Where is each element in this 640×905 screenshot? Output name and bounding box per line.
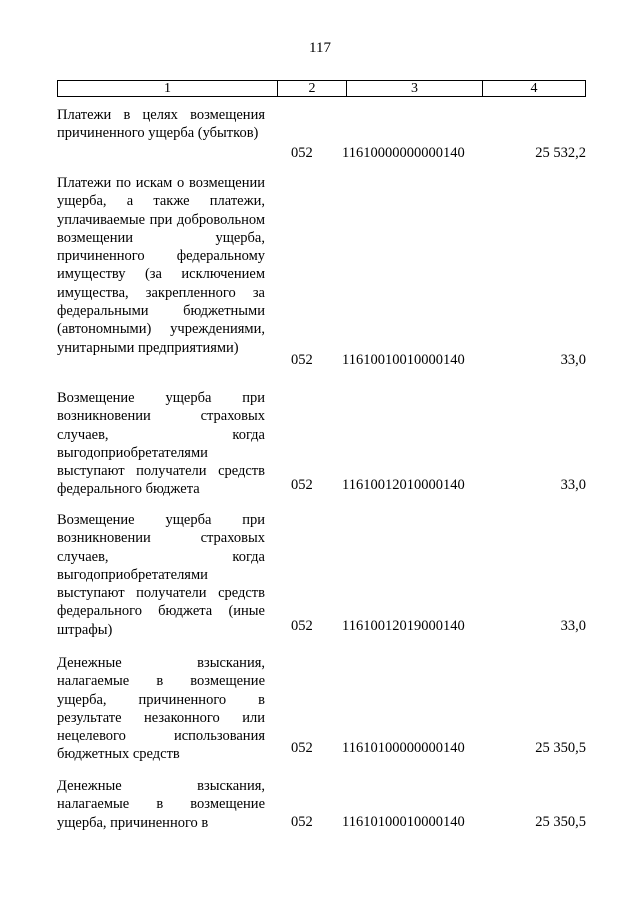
column-header-3: 3 <box>347 81 483 96</box>
row-description: Возмещение ущерба при возникновении страховых случаев, когда выгодоприобретателями выступают получатели средств федерального бюджета <box>57 390 265 498</box>
page-number: 117 <box>309 40 331 56</box>
row-kbk: 11610012010000140 <box>342 477 465 493</box>
row-amount: 33,0 <box>560 352 586 368</box>
row-code: 052 <box>291 618 313 634</box>
row-kbk: 11610100000000140 <box>342 740 465 756</box>
row-description: Платежи по искам о возмещении ущерба, а также платежи, уплачиваемые при добровольном возмещении ущерба, причиненного федеральному имуществу (за исключением имущества, закрепленного за федеральными бюджетными (автономными) учреждениями, унитарными предприятиями) <box>57 175 265 356</box>
row-code: 052 <box>291 352 313 368</box>
row-kbk: 11610100010000140 <box>342 814 465 830</box>
row-code: 052 <box>291 740 313 756</box>
row-description: Возмещение ущерба при возникновении страховых случаев, когда выгодоприобретателями выступают получатели средств федерального бюджета (иные штрафы) <box>57 512 265 638</box>
row-amount: 25 532,2 <box>535 145 586 161</box>
column-header-2: 2 <box>278 81 347 96</box>
row-code: 052 <box>291 814 313 830</box>
column-header-1: 1 <box>58 81 278 96</box>
row-description: Денежные взыскания, налагаемые в возмещение ущерба, причиненного в <box>57 778 265 831</box>
row-amount: 33,0 <box>560 618 586 634</box>
row-amount: 25 350,5 <box>535 814 586 830</box>
column-header-4: 4 <box>530 81 538 96</box>
row-code: 052 <box>291 145 313 161</box>
row-description: Денежные взыскания, налагаемые в возмещение ущерба, причиненного в результате незаконного или нецелевого использования бюджетных средств <box>57 655 265 763</box>
table-header <box>57 80 586 97</box>
row-kbk: 11610000000000140 <box>342 145 465 161</box>
row-kbk: 11610010010000140 <box>342 352 465 368</box>
row-kbk: 11610012019000140 <box>342 618 465 634</box>
row-description: Платежи в целях возмещения причиненного ущерба (убытков) <box>57 107 265 142</box>
row-code: 052 <box>291 477 313 493</box>
row-amount: 25 350,5 <box>535 740 586 756</box>
row-amount: 33,0 <box>560 477 586 493</box>
